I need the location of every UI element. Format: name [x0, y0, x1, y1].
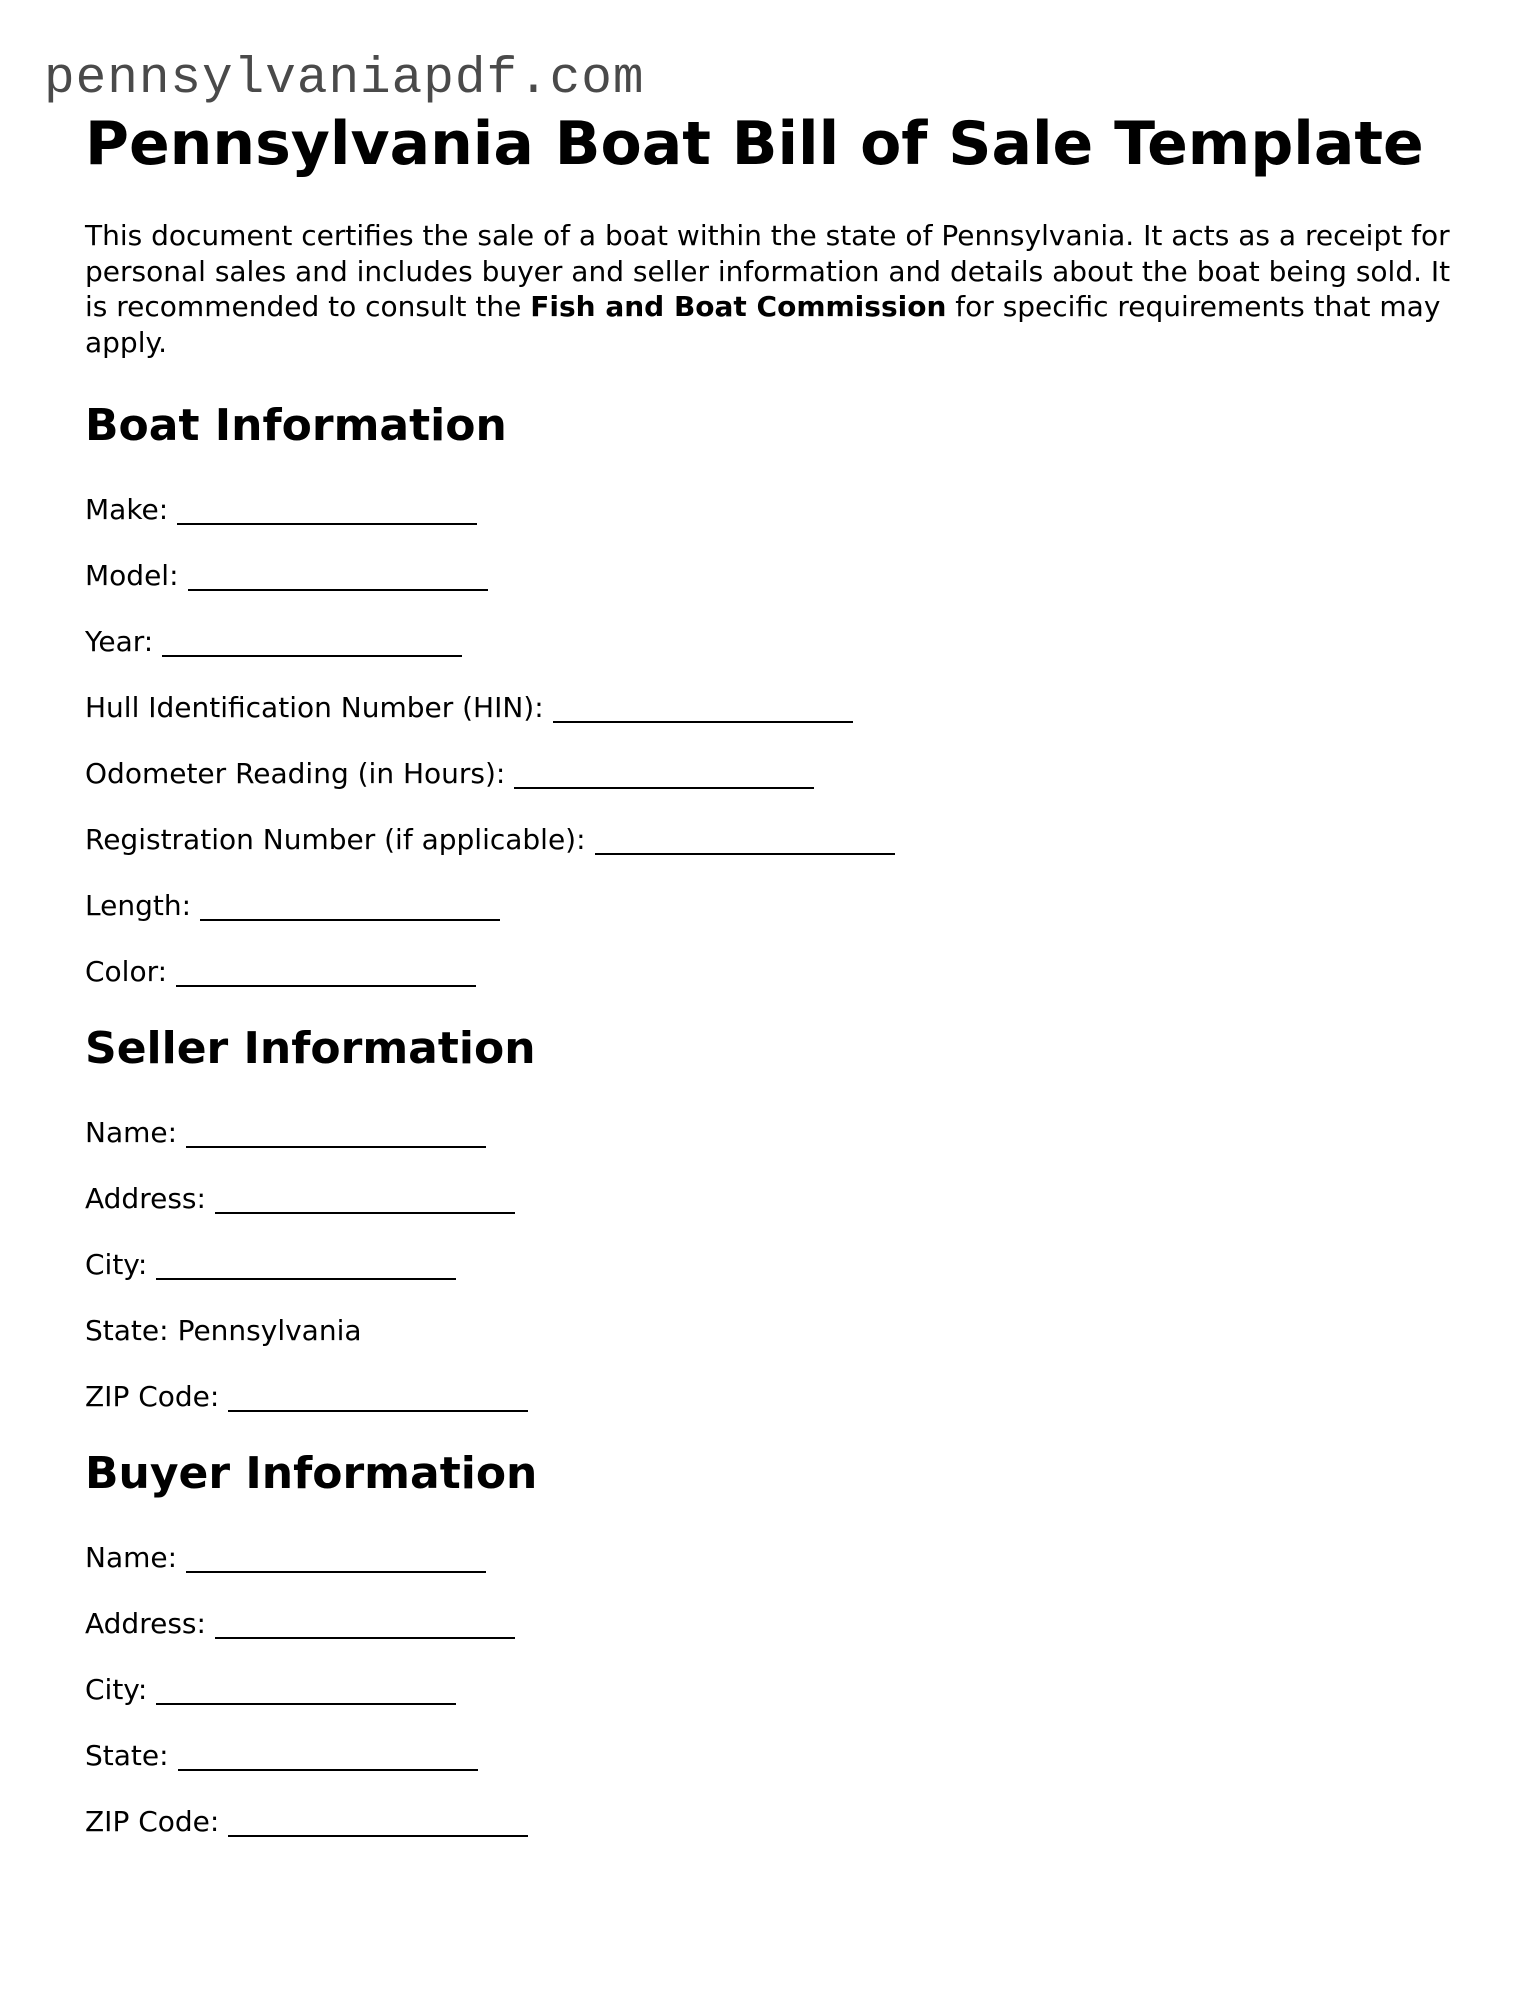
boat-hin-blank[interactable] — [553, 695, 853, 723]
field-label: Address: — [85, 1182, 206, 1215]
boat-length-blank[interactable] — [200, 893, 500, 921]
seller-fields — [85, 1100, 1485, 1430]
field-label: Odometer Reading (in Hours): — [85, 757, 506, 790]
buyer-fields — [85, 1525, 1485, 1855]
boat-odometer-blank[interactable] — [514, 761, 814, 789]
field-label: ZIP Code: — [85, 1380, 220, 1413]
seller-city-field — [85, 1232, 1485, 1298]
intro-commission-name: Fish and Boat Commission — [530, 290, 947, 323]
buyer-zip-field — [85, 1789, 1485, 1855]
field-label: Length: — [85, 889, 192, 922]
seller-address-field — [85, 1166, 1485, 1232]
boat-registration-blank[interactable] — [595, 827, 895, 855]
buyer-city-field — [85, 1657, 1485, 1723]
boat-fields — [85, 477, 1485, 1005]
boat-color-blank[interactable] — [176, 959, 476, 987]
seller-information-heading: Seller Information — [85, 1023, 536, 1074]
buyer-name-field — [85, 1525, 1485, 1591]
boat-registration-field — [85, 807, 1485, 873]
field-label: Hull Identification Number (HIN): — [85, 691, 544, 724]
seller-zip-field — [85, 1364, 1485, 1430]
document-title: Pennsylvania Boat Bill of Sale Template — [85, 109, 1424, 179]
boat-make-field — [85, 477, 1485, 543]
boat-make-blank[interactable] — [177, 497, 477, 525]
boat-model-blank[interactable] — [188, 563, 488, 591]
field-label: Make: — [85, 493, 169, 526]
seller-address-blank[interactable] — [215, 1186, 515, 1214]
seller-zip-blank[interactable] — [228, 1384, 528, 1412]
buyer-address-field — [85, 1591, 1485, 1657]
boat-model-field — [85, 543, 1485, 609]
boat-information-heading: Boat Information — [85, 400, 507, 451]
seller-city-blank[interactable] — [156, 1252, 456, 1280]
buyer-information-heading: Buyer Information — [85, 1448, 538, 1499]
bill-of-sale-document — [85, 104, 1485, 1855]
buyer-state-field — [85, 1723, 1485, 1789]
field-label: Registration Number (if applicable): — [85, 823, 586, 856]
buyer-state-blank[interactable] — [178, 1743, 478, 1771]
boat-length-field — [85, 873, 1485, 939]
boat-year-blank[interactable] — [162, 629, 462, 657]
field-label: City: — [85, 1673, 148, 1706]
field-label: Color: — [85, 955, 168, 988]
intro-text-start: This document certifies the sale of a boat within the state of Pennsylvania. It acts as a receipt for personal sales and includes buyer and seller information and details about the boat being sold. It is recommended to consult the — [85, 219, 1451, 323]
buyer-address-blank[interactable] — [215, 1611, 515, 1639]
seller-name-field — [85, 1100, 1485, 1166]
buyer-name-blank[interactable] — [186, 1545, 486, 1573]
seller-name-blank[interactable] — [186, 1120, 486, 1148]
field-label: State: — [85, 1739, 169, 1772]
intro-paragraph — [85, 218, 1455, 360]
boat-year-field — [85, 609, 1485, 675]
field-label: ZIP Code: — [85, 1805, 220, 1838]
field-label: Address: — [85, 1607, 206, 1640]
seller-state-value: Pennsylvania — [177, 1314, 362, 1347]
seller-state-field — [85, 1298, 1485, 1364]
field-label: Year: — [85, 625, 154, 658]
field-label: City: — [85, 1248, 148, 1281]
watermark-site-name: pennsylvaniapdf.com — [44, 51, 645, 108]
boat-odometer-field — [85, 741, 1485, 807]
boat-hin-field — [85, 675, 1485, 741]
buyer-city-blank[interactable] — [156, 1677, 456, 1705]
boat-color-field — [85, 939, 1485, 1005]
field-label: State: — [85, 1314, 169, 1347]
intro-text-end: for specific requirements that may apply. — [85, 290, 1441, 359]
field-label: Model: — [85, 559, 179, 592]
field-label: Name: — [85, 1541, 178, 1574]
field-label: Name: — [85, 1116, 178, 1149]
buyer-zip-blank[interactable] — [228, 1809, 528, 1837]
